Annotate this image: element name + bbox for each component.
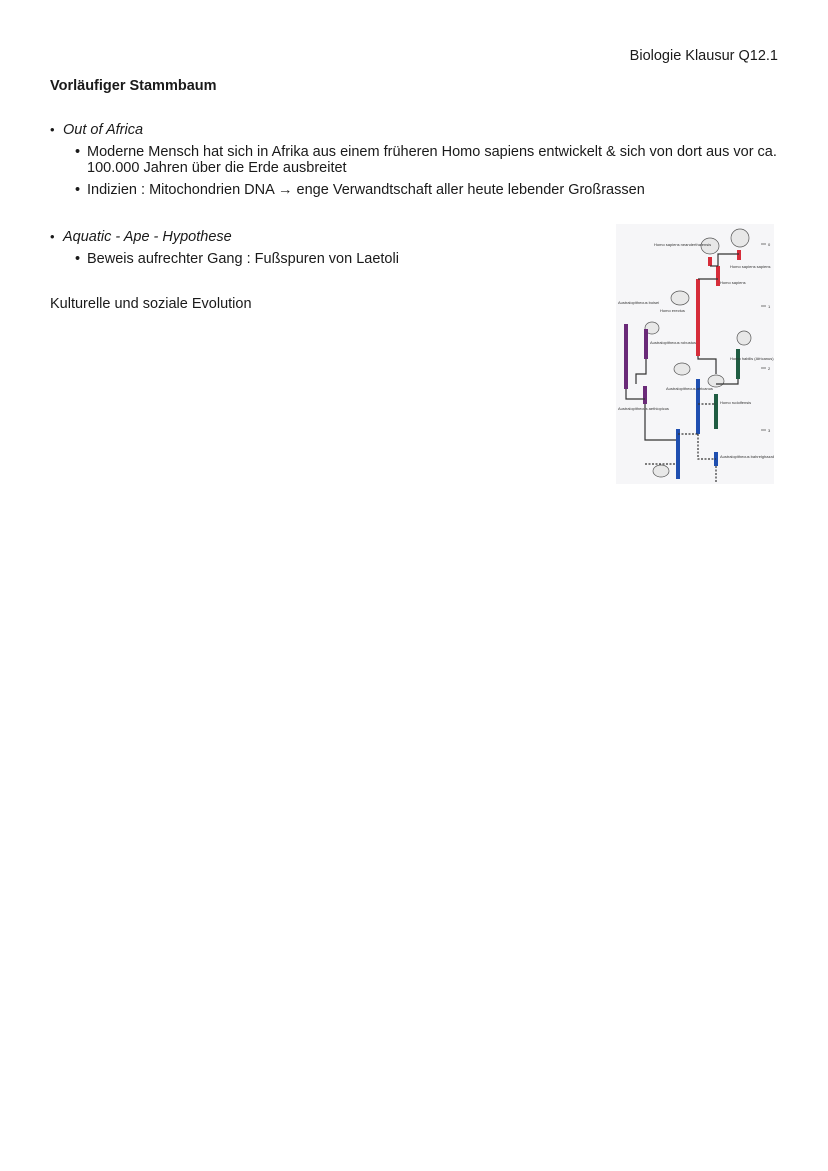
phylogeny-tree (616, 224, 774, 484)
list-item: • Moderne Mensch hat sich in Afrika aus einem früheren Homo sapiens entwickelt & sich von dort aus vor ca. 100.000 Jahren über die Erde ausbreitet (75, 144, 790, 176)
skull-icon (653, 465, 669, 477)
list-item: • Indizien : Mitochondrien DNA → enge Verwandtschaft aller heute lebender Großrassen (75, 182, 790, 198)
time-mark: 2 (768, 366, 771, 371)
label-aethiopicus: Australopithecus aethiopicus (618, 406, 669, 411)
section-out-of-africa (50, 122, 790, 204)
label-rudolfensis: Homo rudolfensis (720, 400, 752, 405)
bullet-heading (50, 122, 790, 198)
skull-icon (671, 291, 689, 305)
section-heading: Out of Africa (63, 122, 144, 138)
time-mark: 3 (768, 428, 771, 433)
skull-icon (737, 331, 751, 345)
phylogeny-figure (616, 224, 774, 484)
label-africanus: Australopithecus africanus (666, 386, 713, 391)
skull-icon (674, 363, 690, 375)
page-title: Vorläufiger Stammbaum (50, 78, 217, 94)
label-sapiens-sapiens: Homo sapiens sapiens (730, 264, 771, 269)
skull-icon (731, 229, 749, 247)
label-erectus: Homo erectus (660, 308, 685, 313)
label-boisei: Australopithecus boisei (618, 300, 660, 305)
label-neanderthalensis: Homo sapiens neanderthalensis (654, 242, 712, 247)
time-mark: 1 (768, 304, 771, 309)
list-item: • Beweis aufrechter Gang : Fußspuren von Laetoli (75, 251, 790, 267)
label-habilis: Homo habilis (Africanus) (730, 356, 774, 361)
course-header: Biologie Klausur Q12.1 (629, 48, 778, 64)
section-heading: Aquatic - Ape - Hypothese (63, 229, 232, 245)
label-robustus: Australopithecus robustus (650, 340, 697, 345)
label-bahrelghazali: Australopithecus bahrelghazali (720, 454, 774, 459)
time-mark: 0 (768, 242, 771, 247)
closing-line: Kulturelle und soziale Evolution (50, 296, 252, 312)
label-homo-sapiens: Homo sapiens (720, 280, 746, 285)
